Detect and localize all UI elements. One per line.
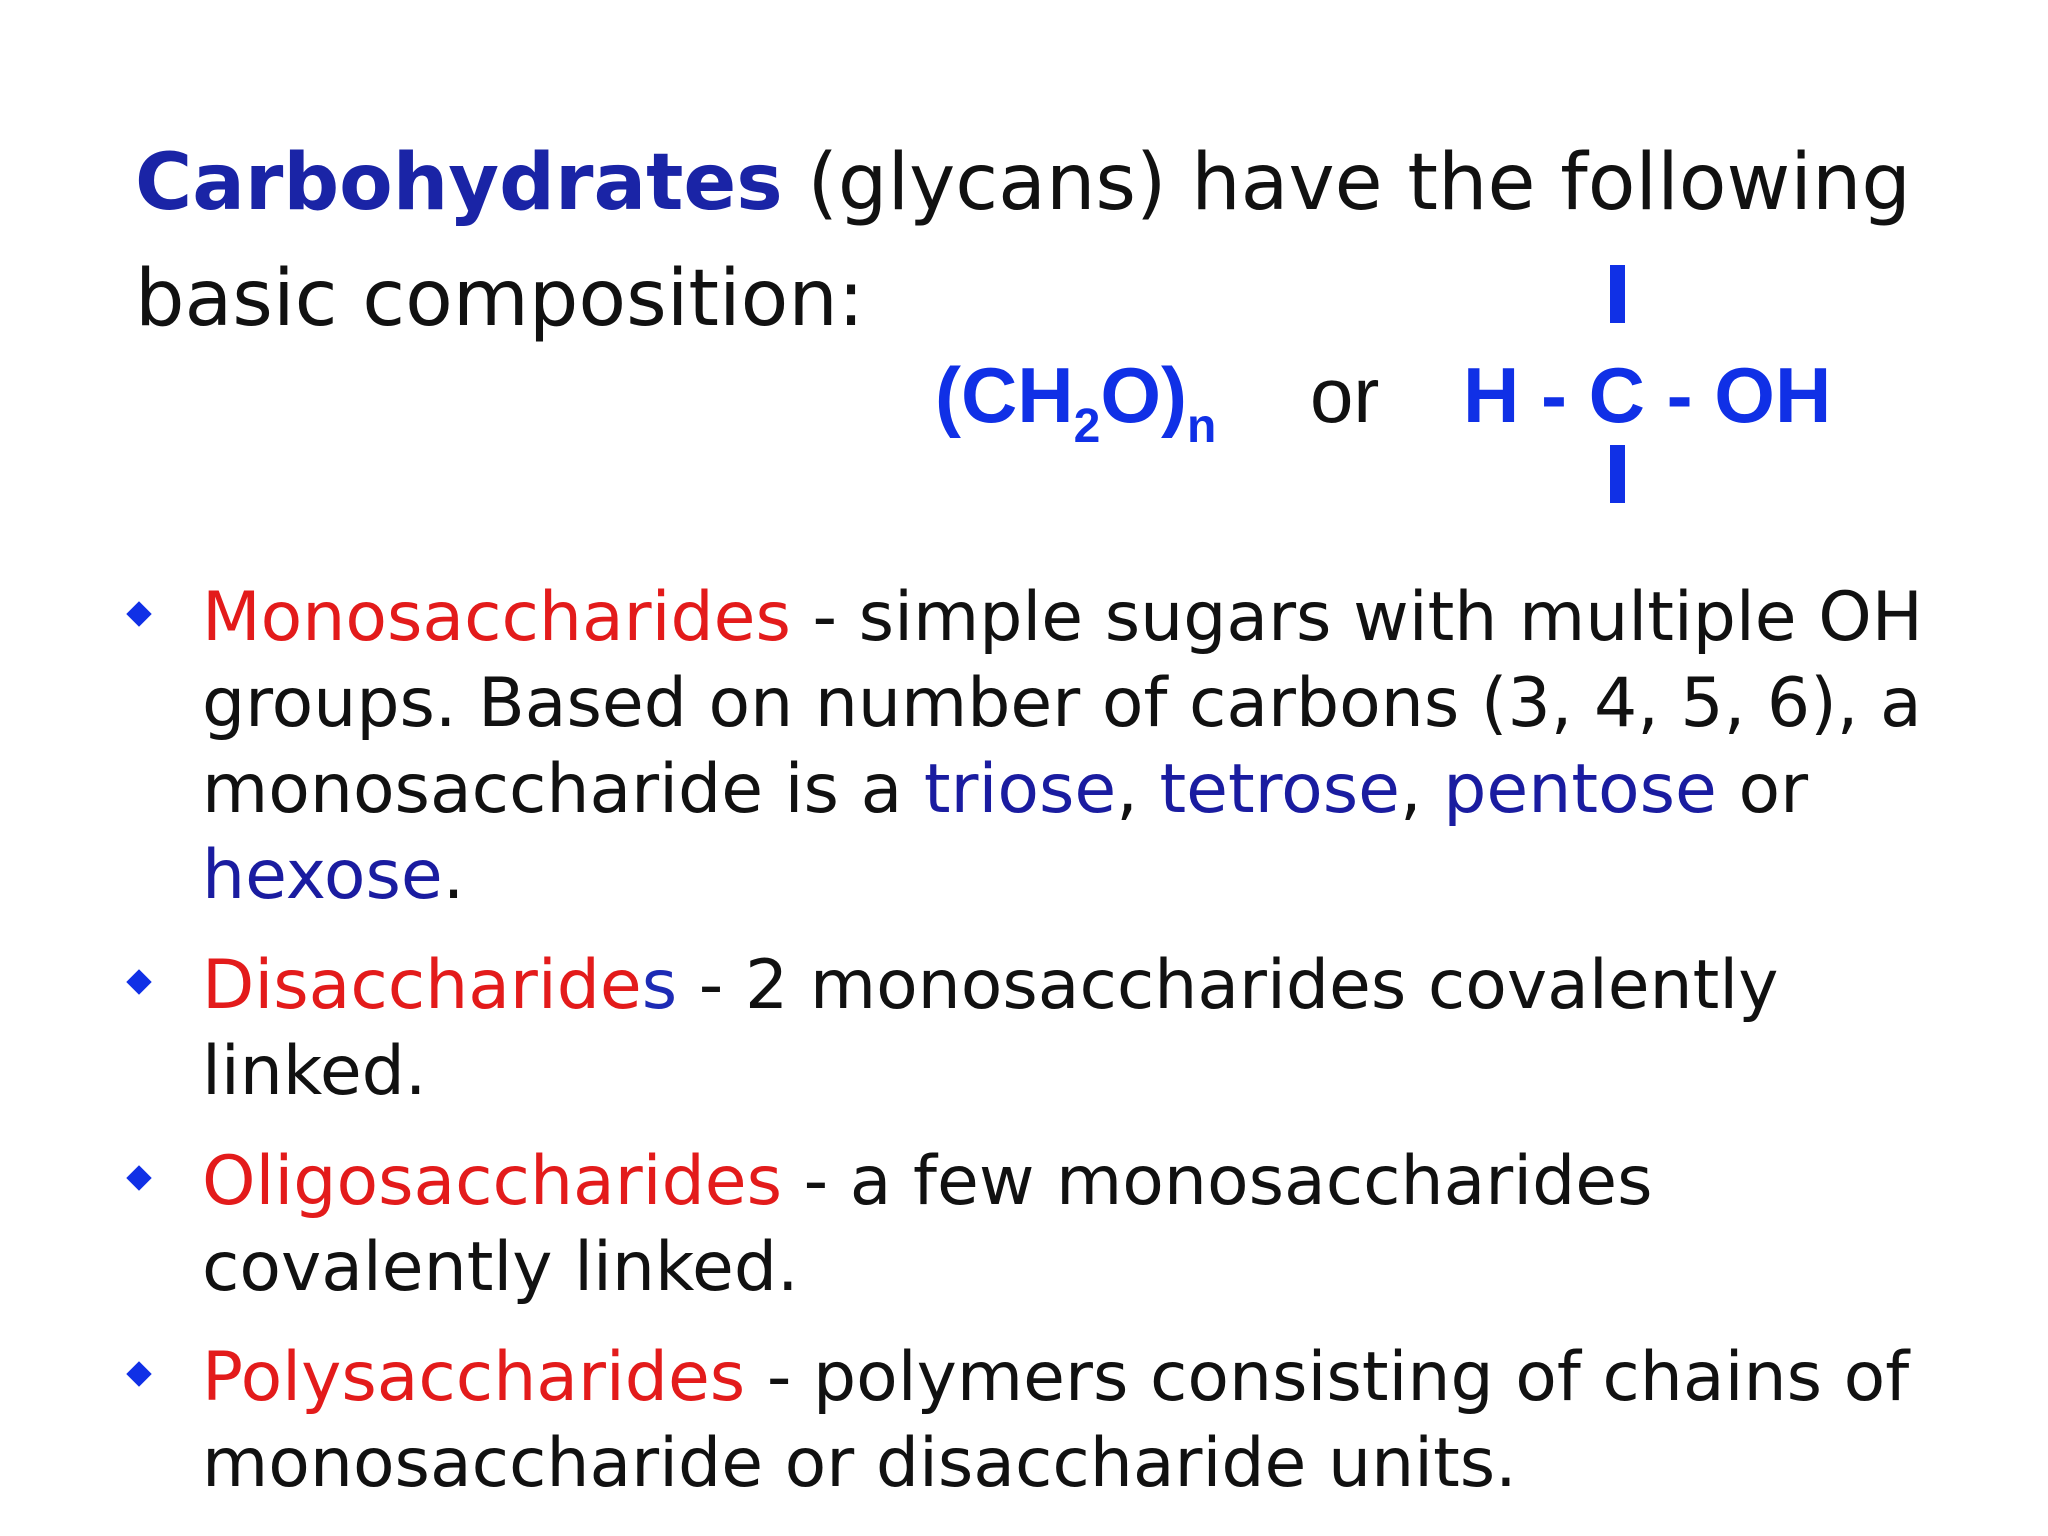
diamond-bullet-icon <box>126 601 151 626</box>
bullet-oligosaccharides <box>130 1139 1930 1311</box>
mono-text: - simple sugars with multiple OH groups. Based on number of carbons (3, 4, 5, 6), a monosaccharide is a <box>202 578 1923 829</box>
term-disaccharides-s: s <box>641 946 678 1025</box>
formula-open: (CH <box>935 351 1074 439</box>
diamond-bullet-icon <box>126 969 151 994</box>
bullet-list <box>130 575 1930 1531</box>
mono-end: . <box>442 836 465 915</box>
title-line2: basic composition: <box>135 254 865 344</box>
poly-text: - polymers consisting of chains of monosaccharide or disaccharide units. <box>202 1338 1910 1503</box>
formula-group <box>0 250 2048 520</box>
mono-sep1: , <box>1116 750 1160 829</box>
bullet-disaccharides <box>130 943 1930 1115</box>
formula-or: or <box>1310 351 1380 439</box>
term-triose: triose <box>923 750 1117 829</box>
term-hexose: hexose <box>202 836 443 915</box>
title-line1-rest: (glycans) have the following <box>782 138 1911 228</box>
formula-sub-n: n <box>1187 400 1217 453</box>
carbon-bond-bottom <box>1610 445 1625 503</box>
formula-mid: O) <box>1100 351 1187 439</box>
bullet-polysaccharides <box>130 1335 1930 1507</box>
term-polysaccharides: Polysaccharides <box>202 1338 746 1417</box>
term-oligosaccharides: Oligosaccharides <box>202 1142 782 1221</box>
diamond-bullet-icon <box>126 1361 151 1386</box>
formula-sub-2: 2 <box>1073 400 1101 453</box>
term-tetrose: tetrose <box>1159 750 1400 829</box>
term-disaccharide: Disaccharide <box>202 946 642 1025</box>
bullet-monosaccharides <box>130 575 1930 919</box>
di-text: - 2 monosaccharides covalently linked. <box>202 946 1779 1111</box>
title-term: Carbohydrates <box>135 138 783 228</box>
formula-ch2o <box>935 345 1216 457</box>
term-pentose: pentose <box>1443 750 1717 829</box>
formula-structure: H - C - OH <box>1463 351 1832 439</box>
mono-sep3: or <box>1716 750 1809 829</box>
mono-sep2: , <box>1400 750 1444 829</box>
carbon-bond-top <box>1610 265 1625 323</box>
diamond-bullet-icon <box>126 1165 151 1190</box>
oligo-text: - a few monosaccharides covalently linked. <box>202 1142 1653 1307</box>
term-monosaccharides: Monosaccharides <box>202 578 791 657</box>
